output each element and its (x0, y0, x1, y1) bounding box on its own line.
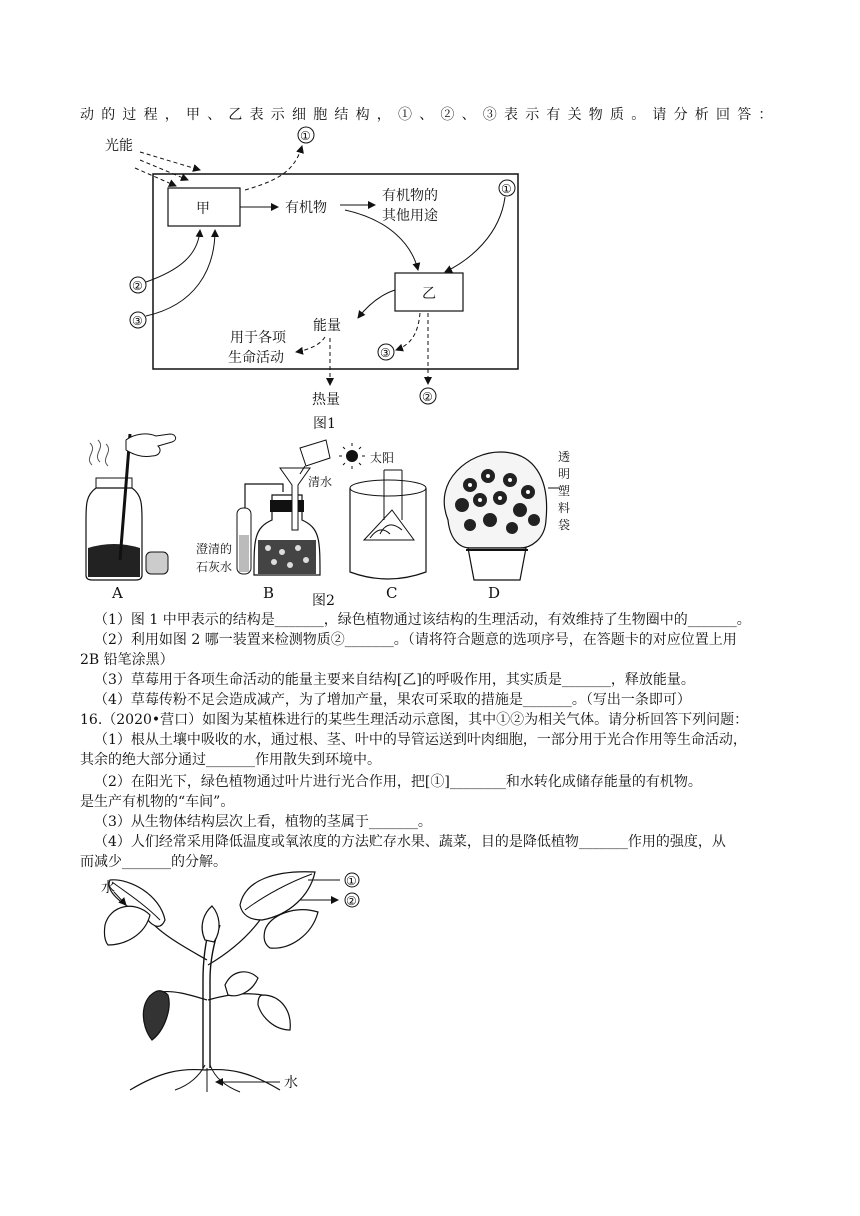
substance-3-out-arrow (396, 313, 420, 350)
figure-2-apparatus (78, 430, 598, 616)
q16-3: （3）从生物体结构层次上看，植物的茎属于_______。 (94, 814, 432, 830)
apparatus-b (237, 440, 333, 575)
circle-2-bottom-text: ② (422, 390, 433, 404)
stem (203, 925, 220, 1068)
label-a: A (112, 584, 123, 602)
q16-1-line1: （1）根从土壤中吸收的水，通过根、茎、叶中的导管运送到叶肉细胞，一部分用于光合作用等生命活动， (94, 732, 747, 748)
water-top-label: 水 (101, 880, 115, 896)
label-d: D (488, 584, 501, 602)
uses-label-2: 生命活动 (228, 350, 284, 366)
substance-1-out-arrow (245, 146, 302, 190)
figure-1-caption: 图1 (313, 416, 336, 432)
figure-2-caption: 图2 (312, 593, 335, 609)
apparatus-d (444, 452, 560, 580)
circle-1-right-text: ① (501, 182, 512, 196)
leaf (104, 906, 150, 945)
other-use-label-1: 有机物的 (382, 188, 438, 204)
gas-1-label: ① (346, 874, 357, 888)
substance-3-in-arrow (146, 230, 215, 316)
circle-2-left-text: ② (132, 279, 143, 293)
beaker-icon (300, 440, 330, 466)
sun-label: 太阳 (370, 451, 395, 465)
hand-icon (126, 434, 176, 457)
energy-to-uses-arrow (296, 337, 325, 352)
jia-label: 甲 (196, 201, 210, 217)
apparatus-a (86, 434, 176, 580)
q16-1-line2: 其余的绝大部分通过_______作用散失到环境中。 (80, 752, 381, 768)
limewater-label-2: 石灰水 (196, 560, 233, 574)
substance-1-in-arrow (445, 197, 505, 272)
q15-1: （1）图 1 中甲表示的结构是_______，绿色植物通过该结构的生理活动，有效维持了生物圈中的_______。 (94, 612, 751, 628)
q15-2-line2: 2B 铅笔涂黑） (80, 652, 174, 668)
root-icon (175, 1065, 240, 1092)
ground-line (130, 1070, 280, 1090)
bag-label-char-4: 料 (558, 501, 571, 515)
light-arrow (135, 168, 176, 186)
bag-label-char-5: 袋 (558, 518, 571, 532)
yi-label: 乙 (422, 286, 436, 302)
bag-label-char-1: 透 (558, 450, 571, 464)
leaf (225, 972, 258, 996)
figure-1-diagram (95, 122, 555, 434)
q16-head: 16.（2020•营口）如图为某植株进行的某些生理活动示意图，其中①②为相关气体。请分析回答下列问题： (80, 712, 749, 728)
limewater-label-1: 澄清的 (196, 542, 233, 556)
light-arrow (140, 160, 188, 180)
plant-diagram (95, 866, 385, 1096)
bag-label-char-2: 明 (558, 467, 571, 481)
q16-4-line2: 而减少_______的分解。 (80, 854, 227, 870)
light-label: 光能 (105, 138, 133, 154)
q16-2-line1: （2）在阳光下，绿色植物通过叶片进行光合作用，把[①]________和水转化成储存能量的有机物。 (94, 774, 702, 790)
water-bottom-label: 水 (284, 1075, 298, 1091)
substance-2-in-arrow (146, 230, 200, 282)
light-arrow (140, 152, 200, 170)
other-use-label-2: 其他用途 (382, 208, 438, 224)
circle-3-left-text: ③ (132, 314, 143, 328)
heat-label: 热量 (312, 392, 340, 408)
energy-label: 能量 (313, 318, 341, 334)
circle-1-top-text: ① (300, 129, 311, 143)
gas-2-label: ② (346, 894, 357, 908)
q16-4-line1: （4）人们经常采用降低温度或氧浓度的方法贮存水果、蔬菜，目的是降低植物_______作用的强度，从 (94, 834, 726, 850)
leaf (258, 995, 290, 1030)
yi-to-energy-arrow (358, 290, 395, 318)
q15-4: （4）草莓传粉不足会造成减产，为了增加产量，果农可采取的措施是_______。（写出一条即可） (94, 692, 691, 708)
q15-3: （3）草莓用于各项生命活动的能量主要来自结构[乙]的呼吸作用，其实质是_______，释放能量。 (94, 672, 695, 688)
uses-label-1: 用于各项 (230, 330, 286, 346)
q15-2-line1: （2）利用如图 2 哪一装置来检测物质②_______。（请将符合题意的选项序号，在答题卡的对应位置上用 (94, 632, 737, 648)
sun-icon (346, 450, 358, 462)
label-c: C (386, 584, 398, 602)
circle-3-bottom-text: ③ (380, 346, 391, 360)
leaf (143, 991, 169, 1040)
q16-2-line2: 是生产有机物的“车间”。 (80, 794, 235, 810)
clear-water-label: 清水 (308, 475, 333, 489)
leaf (202, 906, 219, 942)
intro-line: 动的过程，甲、乙表示细胞结构，①、②、③表示有关物质。请分析回答： (80, 107, 780, 123)
label-b: B (263, 584, 275, 602)
bag-label-char-3: 塑 (558, 484, 571, 498)
organic-label: 有机物 (285, 200, 327, 216)
